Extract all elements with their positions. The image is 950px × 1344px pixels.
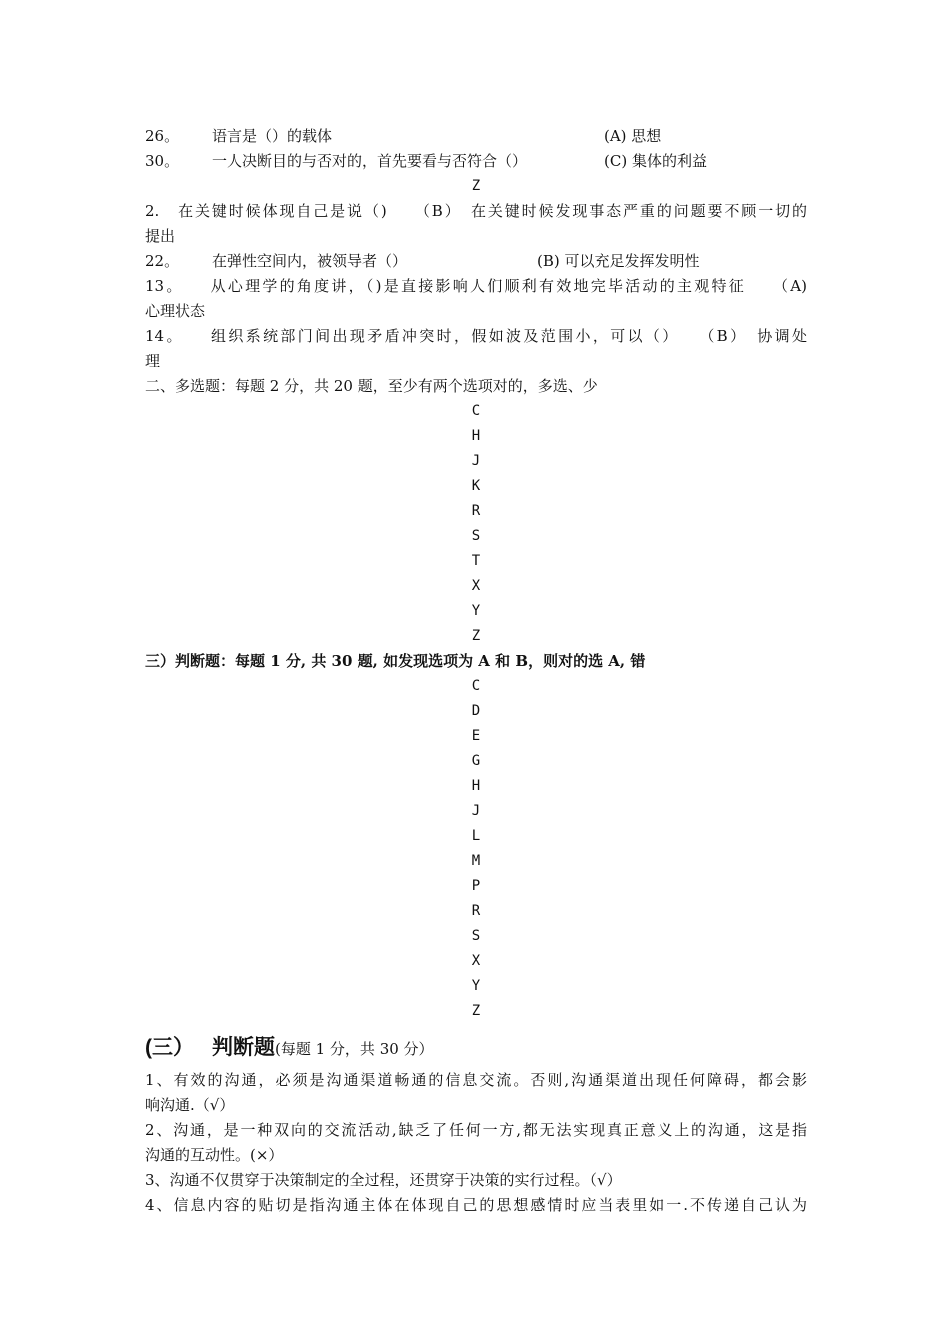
question-text: 语言是（）的载体 (212, 127, 333, 145)
question-number: 26。 (145, 127, 180, 145)
index-letter: L (471, 828, 481, 844)
index-letter: Z (471, 1003, 481, 1019)
judgment-item-1-line2: 响沟通.（√） (145, 1096, 235, 1114)
index-letter: K (471, 478, 481, 494)
question-30 (145, 149, 807, 174)
index-letter: X (471, 578, 481, 594)
question-14-line2: 理 (145, 352, 161, 370)
index-letter: Z (471, 178, 481, 194)
index-letters-1 (145, 399, 807, 649)
index-letter: D (471, 703, 481, 719)
judgment-heading (145, 1024, 807, 1068)
question-26 (145, 124, 807, 149)
question-number: 30。 (145, 152, 180, 170)
judgment-item-2-line2: 沟通的互动性。(×） (145, 1146, 284, 1164)
index-letter: C (471, 403, 481, 419)
question-14-line1: 14。 组织系统部门间出现矛盾冲突时，假如波及范围小，可以（） （B） 协调处 (145, 327, 807, 345)
index-letter: P (471, 878, 481, 894)
index-letter: R (471, 903, 481, 919)
question-answer: (A) 思想 (604, 127, 662, 145)
index-letter: X (471, 953, 481, 969)
question-2-line1: 2. 在关键时候体现自己是说（) （B） 在关键时候发现事态严重的问题要不顾一切的 (145, 202, 807, 220)
index-letter: R (471, 503, 481, 519)
index-letter: S (471, 928, 481, 944)
index-letter: Z (471, 628, 481, 644)
index-letter: J (471, 453, 481, 469)
index-letter: Y (471, 603, 481, 619)
index-letter: G (471, 753, 481, 769)
question-22 (145, 249, 807, 274)
judgment-item-2-line1: 2、沟通，是一种双向的交流活动,缺乏了任何一方,都无法实现真正意义上的沟通，这是指 (145, 1121, 807, 1139)
index-letter: Y (471, 978, 481, 994)
question-number: 22。 (145, 252, 180, 270)
judgment-item-3: 3、沟通不仅贯穿于决策制定的全过程，还贯穿于决策的实行过程。（√） (145, 1171, 622, 1189)
judgment-heading-note: (每题 1 分，共 30 分） (275, 1040, 434, 1058)
question-2-line2: 提出 (145, 227, 176, 245)
section-2-title: 二、多选题：每题 2 分，共 20 题，至少有两个选项对的，多选、少 (145, 377, 598, 395)
index-letter: H (471, 778, 481, 794)
judgment-item-4-line1: 4、信息内容的贴切是指沟通主体在体现自己的思想感情时应当表里如一.不传递自己认为 (145, 1196, 807, 1214)
section-3-title: 三）判断题：每题 1 分, 共 30 题, 如发现选项为 A 和 B，则对的选 A, 错 (145, 652, 646, 670)
judgment-item-1-line1: 1、有效的沟通，必须是沟通渠道畅通的信息交流。否则,沟通渠道出现任何障碍，都会影 (145, 1071, 807, 1089)
question-text: 一人决断目的与否对的，首先要看与否符合（） (212, 152, 528, 170)
document-body (145, 124, 807, 1218)
question-answer: (B) 可以充足发挥发明性 (537, 252, 700, 270)
question-answer: (C) 集体的利益 (604, 152, 707, 170)
judgment-heading-label: (三） (145, 1036, 194, 1059)
index-letter: T (471, 553, 481, 569)
index-letters-2 (145, 674, 807, 1024)
question-13-line2: 心理状态 (145, 302, 206, 320)
question-13-line1: 13。 从心理学的角度讲，（)是直接影响人们顺利有效地完毕活动的主观特征 （A) (145, 277, 807, 295)
judgment-heading-title: 判断题 (212, 1036, 275, 1059)
index-letter: H (471, 428, 481, 444)
index-letter: C (471, 678, 481, 694)
question-text: 在弹性空间内，被领导者（） (212, 252, 408, 270)
index-letter: S (471, 528, 481, 544)
index-letter: E (471, 728, 481, 744)
index-letter: J (471, 803, 481, 819)
index-letter: M (471, 853, 481, 869)
